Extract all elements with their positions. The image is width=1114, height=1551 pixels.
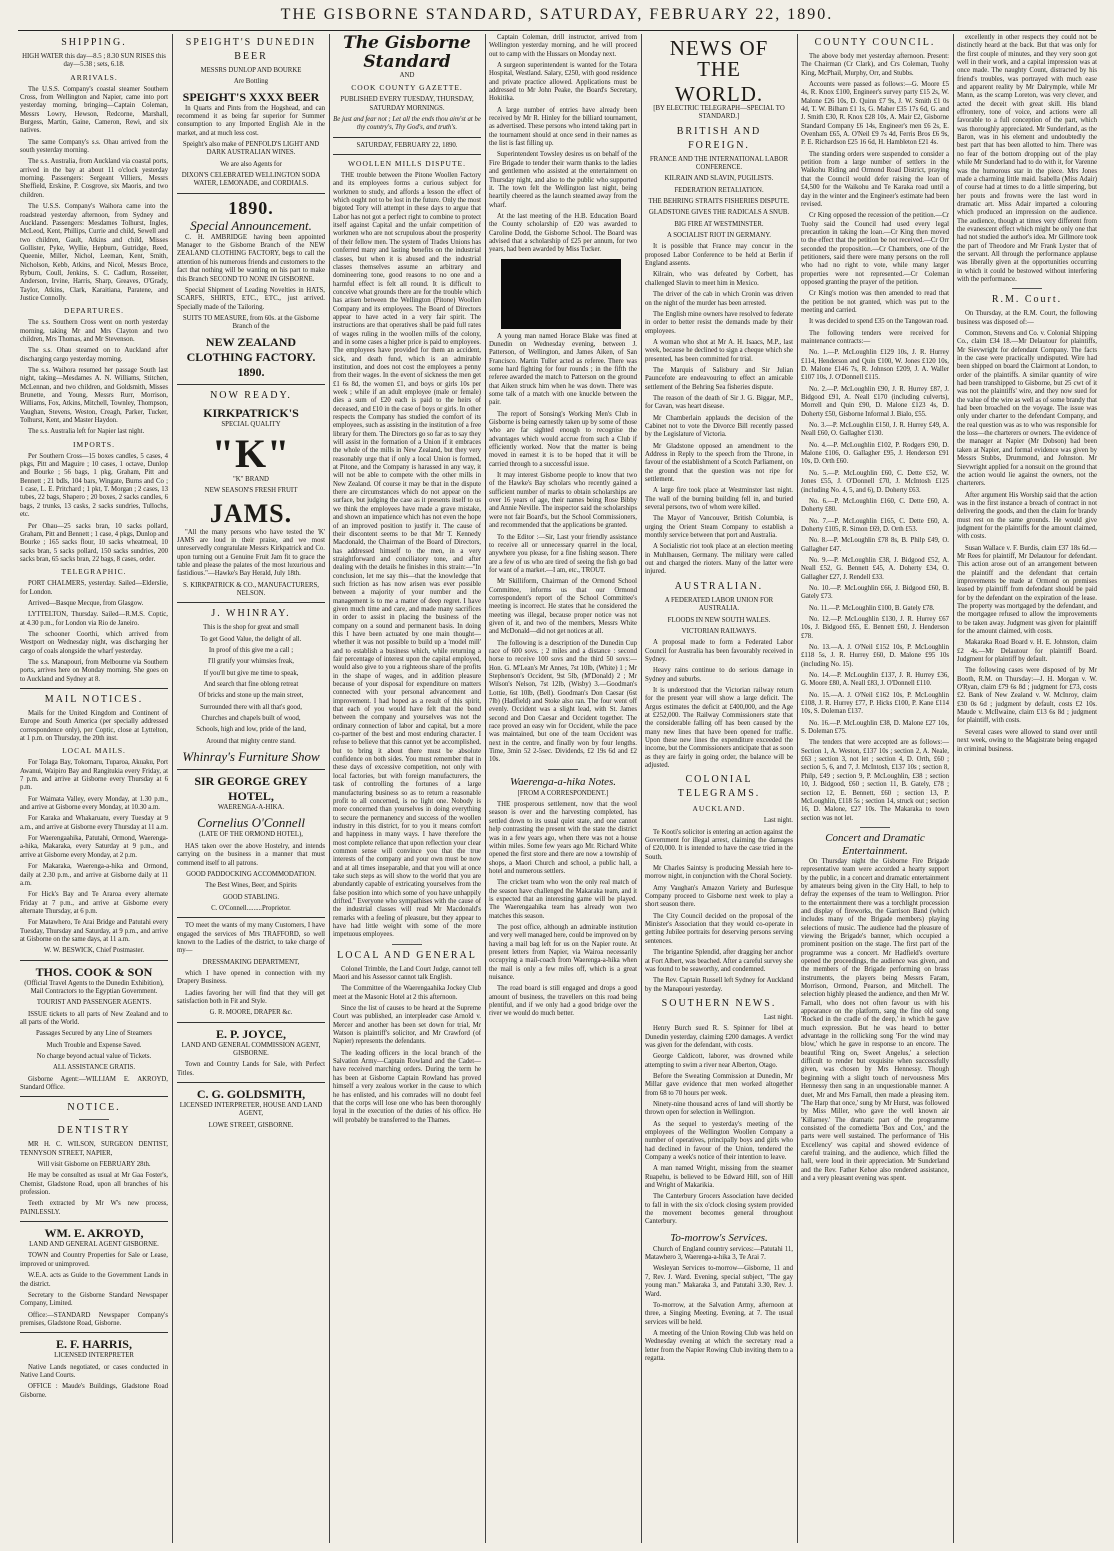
paragraph: George Caldicott, laborer, was drowned while attempting to swim a river near Alberton, Otago.	[645, 1053, 793, 1069]
paragraph: The post office, although an admirable institution and very well managed here, could be improved on by having a mail bag left for us on the Napier route. At present letters from Napier, via Wairoa necessarily occupying a mail-coach from Waerenga-a-hika when the mail is only a few miles off, which is a great nuisance.	[489, 923, 637, 981]
paragraph: Mails for the United Kingdom and Continent of Europe and South America (per specially addressed correspondence only), per Coptic, close at Lyttelton, at 1 p.m. on Thursday, the 20th inst.	[20, 710, 168, 743]
paragraph: Since the list of causes to be heard at the Supreme Court was published, an interpleader case Arnold v. Mercer and another has been set down for trial, Mr Watson is plaintiff's solicitor, and Mr Crawford (of Napier) represents the defendants.	[333, 1005, 481, 1046]
section-heading: AUSTRALIAN.	[674, 580, 764, 592]
paragraph: No. 11.—P. McLoughlin £100, B. Gately £78.	[809, 604, 935, 612]
paragraph: Mr Gladstone opposed an amendment to the Address in Reply to the speech from the Throne, in favour of the establishment of a Scotch Parliament, on the ground that the question was not ripe for settlement.	[645, 442, 793, 484]
subheading: TELEGRAPHIC.	[61, 567, 127, 577]
paragraph: For Hick's Bay and Te Araroa every alternate Friday at 7 p.m., and arrive at Gisborne every alternate Thursday, at 6 p.m.	[20, 891, 168, 915]
advert-heading: WM. E. AKROYD,	[44, 1226, 144, 1241]
article-body: THE trouble between the Pitone Woollen Factory and its employees forms a curious subject for workmen to study, and affords a lesson the effect of which ought not to be lost in the future. Only the most bigoted Tory will attempt in these days to argue that Labor has not got a perfect right to combine to protect itself against Capital and the unfair competition of workmen who are not scrupulous about the prosperity of their fellow men. The system of Trades Unions has conferred many and lasting benefits on the industrial classes, but when it is abused and the industrial classes themselves assume an arbitrary and domineering tone, good reasons to no one and a harmful effect is felt all round. It is difficult to conceive what grounds there are for the trouble which has arisen between the Wellington (Pitone) Woollen Company and its employees. The Board of Directors appear to have acted in a very fair spirit. The instructions are that operatives shall be paid full rates of wages ruling in the woollen mills of the colony, and in some cases a higher price is paid to employees. The employees have provided for them an accident, sick, and death fund, which is an admirable institution, and does not cost the employees a penny from their wages. In the event of sickness the men get £1 6s 8d, the women £1, and boys or girls 10s per week ; while if an adult employee (male or female) dies a sum of £20 each is paid to the heirs of deceased, and £10 in the case of boys or girls. In other respects the Company has studied the comfort of its employees, such as assisting in the institution of a free library for them. The Directors go so far as to say they will assist in the formation of a Union if it embraces the whole of the mills in New Zealand, but they very reasonably urge that if only a local Union is formed, at Pitone, and the Company is harassed in any way, it will not be able to compete with the other mills in New Zealand. Of course it may be that in the dispute there are circumstances which do not appear on the surface, but judging the case as it presents itself to us we think the employees have made a grave mistake, and shown an impatience which has not even the hope of an improved position to justify it. The cause of their discontent seems to be that Mr T. Kennedy Macdonald, the Chairman of the Board of Directors, has addressed himself to the men, in a very straightforward and conciliatory tone, and after dealing with the details he finishes in this strain:—"In conclusion, let me say this—that the knowledge that such friction as has now arisen was ever possible between a majority of your number and the management is to me a matter of deep regret. I have given much time and care, and made many sacrifices in order to assist in placing the business of the company on a sound and permanent basis. In doing this I have been actuated by one main thought—whether it was not possible to build up a 'model mill' and to establish a business which, while returning a fair percentage of interest upon the capital employed, would also give to you a righteous share of the profits in the shape of wages, and in addition pleasure because of your disposal for expenditure on matters connected with your personal advancement and improvement. I had hoped as a result of this spirit, that each of you would have felt that the bond between the company and yourselves was not the ordinary connection of labor and capital, but a more co-partner of the best and most enduring character. I refuse to believe that this cannot yet be accomplished, but to bring it about there must be absolute confidence on both sides. You must remember that in these days of excessive competition, not only with local factories, but with foreign manufacturers, the task of controlling the fortunes of a large manufacturing business so as to return a reasonable profit to all concerned, is no light one. Nobody is more concerned than yourselves in doing everything to secure the permanency and success of the woollen industry in this district, for to you it means comfort and happiness in many ways. I have therefore the most complete reliance that upon reflection your clear common sense will convince you that the true interests of the company and your own must be now and at all times inseparable, and that you will at once take such steps as will show to the world that you are abundantly capable of extricating yourselves from the false position into which some of you have unhappily drifted." Everyone who sympathises with the cause of the industrial classes will read Mr Macdonald's remarks with a feeling of pleasure, but they appear to have had little weight with some of the more impetuous employees.	[333, 172, 481, 939]
column-rule	[641, 34, 642, 1543]
advert-heading: SPEIGHT'S DUNEDIN BEER	[185, 37, 317, 62]
paragraph: The Best Wines, Beer, and Spirits	[205, 882, 297, 890]
paragraph: The Committee of the Waerengaahika Jockey Club meet at the Masonic Hotel at 2 this afternoon.	[333, 985, 481, 1001]
paragraph: The brigantine Splendid, after dragging her anchor at Fort Albert, was beached. After a careful survey she was found to be seaworthy, and condemned.	[645, 949, 793, 973]
section-heading: COUNTY COUNCIL.	[814, 37, 936, 48]
paragraph: Speight's also make of PENFOLD'S LIGHT AND DARK AUSTRALIAN WINES.	[182, 141, 320, 157]
paragraph: A man named Wright, missing from the steamer Ruapehu, is believed to be Edward Hill, son of Hill and Wright of Makarikia.	[645, 1165, 793, 1190]
paragraph: To-morrow, at the Salvation Army, afternoon at three, a Singing Meeting. Evening, at 7. The usual services will be held.	[645, 1301, 793, 1326]
divider	[177, 193, 325, 194]
section-heading: MAIL NOTICES.	[44, 694, 144, 705]
paragraph: TOURIST AND PASSENGER AGENTS.	[36, 999, 152, 1007]
column-editorial	[333, 34, 481, 1543]
paragraph: The leading officers in the local branch of the Salvation Army—Captain Rowland and the Cadet—have received marching orders. During the term he has been at Gisborne Captain Rowland has proved himself a very zealous worker in the cause to which he has enlisted, and his comrades will no doubt feel that the corps will lose one who has been thoroughly loyal in the execution of the duties of his office. He will probably be transferred to the Thames.	[333, 1049, 481, 1124]
paragraph: Ladies favoring her will find that they will get satisfaction both in Fit and Style.	[177, 989, 325, 1005]
paragraph: The U.S.S. Company's Waihora came into the roadstead yesterday afternoon, from Sydney and Auckland. Passengers: Mesdames Tolhurst, Ingles, McLeod, Kent, Phillips, Currie and child, Sewell and two children, Gault, Atkins and child, Misses Gollister, Pyke, Wyllie, Hepburn, Gutridge, Reed, Queenie, Miller, Nichol, Leeman, Kent, Smith, Nicholson, Kebb, Atkins, and Nicol, Messrs Broce, Ryburn, Coull, Jenkins, S. C. Cadlum, Rosseiter, Anderson, Irvine, Harris, Sharp, Greaves, O'Grady, Taylor, Atkins, Clark, Karaitiana, Paratene, and Justice Connolly.	[20, 203, 168, 302]
verse-line: Churches and chapels built of wood,	[201, 715, 301, 723]
redaction-block	[501, 259, 621, 329]
paragraph: For Tolaga Bay, Tokomaru, Tuparoa, Akuaku, Port Awanui, Waipiro Bay and Rangitukia every Friday, at 7 p.m. and arrive at Gisborne every Thursday at 6 p.m.	[20, 759, 168, 792]
paragraph: Te Kooti's solicitor is entering an action against the Government for illegal arrest, claiming the damages of £20,000. It is intended to have the case tried in the South.	[645, 828, 793, 861]
paragraph: The s.s. Waihora resumed her passage South last night, taking—Mesdames A. N. Williams, Stitchen, McLennan, and two children, and Goldsmith, Misses Brunette, and Young, Messrs Rurr, Morrison, Williams, Fox, Atkins, Mitchell, Townley, Thompson, Vaughan, Stevens, Weston, Creagh, Parker, Tucker, Tolhurst, Kent, and Master Haydon.	[20, 367, 168, 425]
paragraph: ISSUE tickets to all parts of New Zealand and to all parts of the World.	[20, 1010, 168, 1026]
dateline: Last night.	[763, 1013, 793, 1021]
paragraph: A proposal made to form a Federated Labor Council for Australia has been favourably received in Sydney.	[645, 639, 793, 663]
divider	[1012, 288, 1042, 289]
paragraph: The same Company's s.s. Ohau arrived from the south yesterday morning.	[20, 138, 168, 155]
advert-heading: "K"	[211, 430, 291, 476]
paragraph: No. 2.—P. McLoughlin £90, J. R. Hurrey £87, J. Bidgood £91, A. Neall £170 (including culverts), Morrell and Quin £90, D. Malone £123 4s, D. Doherty £50, Gisborne Informal J. Bialo, £55.	[801, 385, 949, 418]
paragraph: The s.s. Southern Cross went on north yesterday morning, taking Mr and Mrs Clayton and two children, Mrs Thomas, and Mr Stevenson.	[20, 319, 168, 343]
paragraph: Heavy rains continue to do serious damage in Sydney and suburbs.	[645, 667, 793, 683]
divider	[20, 960, 168, 961]
paragraph: A large fire took place at Westminster last night. The wall of the burning building fell in, and buried several persons, two of whom were killed.	[645, 487, 793, 512]
section-heading: SOUTHERN NEWS.	[661, 997, 777, 1009]
verse-line: Surrounded there with all that's good,	[199, 703, 303, 711]
paragraph: Town and Country Lands for Sale, with Perfect Titles.	[177, 1061, 325, 1077]
paragraph: NEW SEASON'S FRESH FRUIT	[204, 487, 298, 495]
paragraph: MESSRS DUNLOP AND BOURKE	[200, 67, 302, 74]
section-heading: COLONIAL TELEGRAMS.	[677, 774, 761, 800]
paragraph: "K" BRAND	[233, 475, 269, 483]
paragraph: W.E.A. acts as Guide to the Government Lands in the district.	[20, 1272, 168, 1288]
paragraph: PORT CHALMERS, yesterday. Sailed—Elderslie, for London.	[20, 580, 168, 596]
paragraph: No. 16.—P. McLoughlin £38, D. Malone £27 10s, S. Doleman £75.	[801, 719, 949, 736]
newspaper-title: The Gisborne Standard	[343, 34, 471, 72]
paragraph: In Quarts and Pints from the Hogshead, and can recommend it as being far superior for Summer consumption to any Imported English Ale in the market, and at much less cost.	[177, 104, 325, 137]
paragraph: No. 12.—P. McLoughlin £130, J. R. Hurrey £67 10s, J. Bidgood £65, E. Bennett £60, J. Henderson £78.	[801, 615, 949, 640]
column-local-news	[489, 34, 637, 1543]
masthead: THE GISBORNE STANDARD, SATURDAY, FEBRUARY 22, 1890.	[280, 6, 834, 23]
paragraph: Secretary to the Gisborne Standard Newspaper Company, Limited.	[20, 1291, 168, 1308]
paragraph: Colonel Trimble, the Land Court Judge, cannot tell Maori and his Assessor cannot talk English.	[333, 965, 481, 982]
section-heading: LOCAL AND GENERAL	[337, 949, 477, 961]
advert-heading: J. WHINRAY.	[211, 608, 291, 620]
subheading: ARRIVALS.	[70, 72, 118, 82]
signature: W. W. BESWICK, Chief Postmaster.	[43, 947, 145, 955]
paragraph: The s.s. Ohau steamed on to Auckland after discharging cargo yesterday morning.	[20, 347, 168, 363]
paragraph: To the Editor :—Sir, Last your friendly assistance to receive all or unnecessary quarrel in the local, anywhere you please, for a fine fishing season. There are a few of us who are tired of seeing the fish go bad for want of a market.—I am, etc., TROUT.	[489, 533, 637, 574]
paragraph: The s.s. Manapouri, from Melbourne via Southern ports, arrives here on Monday morning. She goes on to Auckland and Sydney at 8.	[20, 658, 168, 683]
paragraph: Kilrain, who was defeated by Corbett, has challenged Slavin to meet him in Mexico.	[645, 271, 793, 287]
divider	[79, 1119, 109, 1120]
paragraph: The tenders that were accepted are as follows:—Section 1, A. Weston, £137 10s ; section 2, A. Neale, £63 ; section 3, not let ; section 4, D. Orth, £60 ; section 5, 6, and 7, J. McIntosh, £137 10s ; section 8, Philp, £49 ; section 9, P. McLoughlin, £38 ; section 10, J. Bidgood, £60 ; section 11, B. Gately, £78 ; section 12, E. Bennett, £60 ; section 13, P. McLoughlin, £118 5s ; section 14, struck out ; section 16, D. Malone, £27 10s. The Makaraka to town section was not let.	[801, 739, 949, 822]
verse-line: And search that fine oblong retreat	[203, 681, 299, 689]
paragraph: Native Lands negotiated, or cases conducted in Native Land Courts.	[20, 1363, 168, 1379]
subheading: IMPORTS.	[73, 439, 115, 449]
advert-heading: NOTICE.	[67, 1102, 121, 1114]
column-world-news	[645, 34, 793, 1543]
headline: GLADSTONE GIVES THE RADICALS A SNUB.	[648, 209, 790, 217]
paragraph: LAND AND GENERAL AGENT GISBORNE.	[29, 1241, 159, 1249]
paragraph: The Canterbury Grocers Association have decided to fall in with the six o'clock closing system provided the movement becomes general throughout Canterbury.	[645, 1193, 793, 1226]
verse-line: Schools, high and low, pride of the land,	[196, 726, 306, 734]
paragraph: Common, Stevens and Co. v. Colonial Shipping Co., claim £34 18.—Mr Delautour for plaintiffs, Mr Sievwright for defendant Company. The facts in the case were practically undisputed. Wire had been shipped on board the Clairmont at London, to order of the plaintiffs. A similar quantity of wire had been transhipped to Gisborne, but 25 cwt of it was not the plaintiffs' wire, and they now sued for the value of the wire as well as of some brandy that had been broached on the voyage. The issue was only under charter to the defendant Company, and the real question was as to who was responsible for the loss—the charterers or owners. The evidence of the manager at Napier (Mr Dobson) had been taken at Napier, and formal evidence was given by Messrs Stubbs, Drummond, and Johnston. Mr Sievwright applied for a nonsuit on the ground that the action would lie against the owners, not the charterers.	[957, 330, 1097, 488]
paragraph: The standing orders were suspended to consider a petition from a large number of settlers in the Waikohu Riding and Ormond Road District, praying that the Council would defer raising the loan of £4,500 for the Waikohu and Te Karaka road until a day in the winter and the Engineer's estimate had been revised.	[801, 150, 949, 208]
column-shipping	[20, 34, 168, 1543]
paragraph: For Matawhero, Te Arai Bridge and Patutahi every Tuesday, Thursday and Saturday, at 9 p.m., and arrive at Gisborne on the same days, at 11 a.m.	[20, 919, 168, 943]
advert-heading: 1890.	[228, 197, 274, 218]
paragraph: No. 5.—P. McLoughlin £60, C. Dette £52, W. Jones £55, J. O'Donnell £70, J. McIntosh £125 (including No. 4, 5, and 6), D. Doherty £63.	[801, 469, 949, 494]
divider	[20, 1096, 168, 1097]
paragraph: No charge beyond actual value of Tickets.	[36, 1053, 152, 1060]
verse-line: Around that mighty centre stand.	[206, 737, 296, 745]
headline: A FEDERATED LABOR UNION FOR AUSTRALIA.	[664, 596, 774, 613]
divider	[333, 137, 481, 138]
paragraph: [BY ELECTRIC TELEGRAPH—SPECIAL TO STANDARD.]	[653, 105, 785, 121]
paragraph: A young man named Horace Blake was fined at Dunedin on Wednesday evening, between J. Patterson, of Wellington, and James Aiken, of San Francisco. Martin Tuller acted as referee. There was some hard fighting for four rounds ; in the fifth the referee awarded the match to Patterson on the ground that Aiken struck him when he was down. There was some talk of a match with one knuckle between the pair.	[489, 332, 637, 407]
headline: THE BEHRING STRAITS FISHERIES DISPUTE.	[648, 198, 790, 206]
headline: FLOODS IN NEW SOUTH WALES.	[667, 616, 771, 624]
divider	[20, 1221, 168, 1222]
divider	[860, 827, 890, 828]
paragraph: No. 8.—P. McLoughlin £78 8s, B. Philp £49, O. Gallagher £47.	[801, 537, 949, 553]
paragraph: The above body met yesterday afternoon. Present: The Chairman (Cr Clark), and Crs Coleman, Tuohy King, McPhail, Murphy, Orr, and Stubbs.	[801, 53, 949, 77]
paragraph: The driver of the cab in which Cronin was driven on the night of the murder has been arrested.	[645, 291, 793, 307]
paragraph: No. 14.—P. McLoughlin £137, J. R. Hurrey £36, G. Moore £80, A. Neall £83, J. O'Donnell £110.	[801, 672, 949, 688]
divider	[333, 154, 481, 155]
column-advertisements	[177, 34, 325, 1543]
headline: FEDERATION RETALIATION.	[674, 186, 764, 194]
paragraph: TO meet the wants of my many Customers, I have engaged the services of Mrs TRAFFORD, so well known to the Ladies of the district, to take charge of my—	[177, 922, 325, 955]
paragraph: HIGH WATER this day—8.5 ; 8.30 SUN RISES this day—5.38 ; sets, 6.18.	[22, 53, 166, 69]
paragraph: LICENSED INTERPRETER	[54, 1352, 134, 1360]
article-heading: WOOLLEN MILLS DISPUTE.	[347, 159, 467, 169]
paragraph: ALL ASSISTANCE GRATIS.	[52, 1064, 136, 1072]
advert-heading: SPEIGHT'S XXXX BEER	[182, 89, 320, 104]
section-heading: Concert and Dramatic Entertainment.	[825, 831, 925, 857]
headline: VICTORIAN RAILWAYS.	[681, 627, 757, 635]
paragraph: No. 6.—P. McLoughlin £160, C. Dette £60, A. Doherty £80.	[801, 497, 949, 514]
paragraph: MR H. C. WILSON, SURGEON DENTIST, TENNYSON STREET, NAPIER,	[20, 1141, 168, 1157]
paragraph: Mr Chamberlain applauds the decision of the Cabinet not to vote the Divorce Bill recently passed by the Legislature of Victoria.	[645, 414, 793, 439]
paragraph: The reason of the death of Sir J. G. Biggar, M.P., for Cavan, was heart disease.	[645, 394, 793, 411]
paragraph: No. 1.—P. McLoughlin £129 10s, J. R. Hurrey £114, Henderson and Quin £100, W. Jones £120 10s, D. Malone £146 7s, R. Johnson £209, J. A. Waller £107 10s, J. O'Donnell £115.	[801, 349, 949, 382]
paragraph: (LATE OF THE ORMOND HOTEL),	[199, 831, 303, 839]
paragraph: Mr Charles Saintsy is producing Messiah here to-morrow night, in conjunction with the Choral Society.	[645, 865, 793, 881]
masthead-rule	[18, 30, 1096, 31]
divider	[177, 769, 325, 770]
dateline: Last night.	[763, 817, 793, 825]
paragraph: LOWE STREET, GISBORNE.	[208, 1121, 294, 1129]
paragraph: Cr King's motion was then amended to read that the petition be not granted, which was put to the meeting and carried.	[801, 290, 949, 314]
paragraph: "All the many persons who have tested the 'K' JAMS are loud in their praise, and we most unreservedly congratulate Messrs Kirkpatrick and Co. upon turning out a Genuine Fruit Jam fit to grace the table and please the palates of the most luxurious and fastidious."—Hawke's Bay Herald, July 18th.	[177, 528, 325, 578]
paragraph: Church of England country services:—Patutahi 11, Matawhero 3, Waerenga-a-hika 3, Te Arai 7.	[645, 1245, 793, 1262]
paragraph: Several cases were allowed to stand over until next week, owing to the Magistrate being engaged in criminal business.	[957, 728, 1097, 753]
column-rule	[485, 34, 486, 1543]
paragraph: It is understood that the Victorian railway return for the present year will show a large deficit. The Argus estimates the deficit at £400,000, and the Age at £252,000. The Railway Commissioners state that the considerable falling off has been caused by the many new lines that have been opened for traffic. Upon these new lines the expenditure exceeded the income, but the Commissioners anticipate that as soon as they are fairly in going order, the balance will be adjusted.	[645, 686, 793, 769]
paragraph: After argument His Worship said that the action was in the first instance a breach of contract in not delivering the goods, and then the claim for brandy must rest on the same grounds. He would give judgment for the plaintiffs for the amount claimed, with costs.	[957, 491, 1097, 541]
paragraph: HAS taken over the above Hostelry, and intends carrying on the business in a manner that must commend itself to all patrons.	[177, 842, 325, 867]
paragraph: DRESSMAKING DEPARTMENT,	[202, 958, 300, 966]
paragraph: No. 10.—P. McLoughlin £66, J. Bidgood £60, B. Gately £73.	[801, 584, 949, 601]
paragraph: Superintendent Towsley desires us on behalf of the Fire Brigade to tender their warm thanks to the ladies and gentlemen who assisted at the entertainment on Thursday night, and also to the public who supported it. The town felt the Wellington last night, being heartily cheered as the launch steamed away from the wharf.	[489, 151, 637, 209]
paragraph: A meeting of the Union Rowing Club was held on Wednesday evening at which the secretary read a letter from the Napier Rowing Club inviting them to a regatta.	[645, 1329, 793, 1362]
section-heading: BRITISH AND FOREIGN.	[676, 125, 762, 151]
paragraph: The cricket team who won the only real match of the season have challenged the Makaraka team, and it is expected that an interesting game will be played. The Waerengaahika team has already won two matches this season.	[489, 879, 637, 920]
subheading: COOK COUNTY GAZETTE.	[351, 83, 463, 93]
advert-heading: SIR GEORGE GREY HOTEL,	[194, 774, 308, 804]
paragraph: Mr Skilliform, Chairman of the Ormond School Committee, informs us that our Ormond correspondent's report of the School Committee's meeting is incorrect. He states that he considered the meeting was illegal, because proper notice was not given of it, and two of the members, Messrs White and McDonald—did not get notices at all.	[489, 578, 637, 636]
paragraph: Ninety-nine thousand acres of land will shortly be thrown open for selection in Wellington.	[645, 1100, 793, 1117]
headline: FRANCE AND THE INTERNATIONAL LABOR CONFERENCE.	[649, 155, 789, 172]
headline: A SOCIALIST RIOT IN GERMANY.	[666, 232, 772, 240]
advert-heading: JAMS.	[209, 498, 293, 528]
paragraph: AND	[399, 72, 415, 79]
paragraph: No. 3.—P. McLoughlin £150, J. R. Hurrey £49, A. Neall £60, O. Gallagher £130.	[801, 422, 949, 438]
motto: Be just and fear not ; Let all the ends thou aim'st at be thy country's, Thy God's, and truth's.	[333, 116, 481, 132]
paragraph: GOOD STABLING.	[222, 893, 280, 901]
paragraph: Cr King opposed the recession of the petition.—Cr Tuohy said the Council had used every legal precaution in taking the loan.—Cr King then moved to the effect that the petition be not received.—Cr Orr seconded the proposition.—Cr Chambers, one of the petitioners, said there were many persons on the roll who had no right to vote, while many larger properties were not represented.—Cr Coleman opposed granting the prayer of the petition.	[801, 212, 949, 286]
paragraph: As the sequel to yesterday's meeting of the employees of the Wellington Woollen Company a number of operatives, principally boys and girls who had declined in favour of the Union, tendered the Company a week's notice of their intention to leave.	[645, 1120, 793, 1162]
divider	[177, 1022, 325, 1023]
paragraph: Office:—STANDARD Newspaper Company's premises, Gladstone Road, Gisborne.	[20, 1311, 168, 1327]
paragraph: No. 13.—A. J. O'Neil £152 10s, P. McLoughlin £118 5s, J. R. Hurrey £60, D. Malone £95 10s (including No. 15).	[801, 644, 949, 668]
divider	[20, 688, 168, 689]
advert-heading: C. G. GOLDSMITH,	[196, 1087, 306, 1102]
paragraph: LAND AND GENERAL COMMISSION AGENT, GISBORNE.	[181, 1041, 321, 1057]
paragraph: DIXON'S CELEBRATED WELLINGTON SODA WATER, LEMONADE, and CORDIALS.	[181, 172, 321, 188]
paragraph: On Thursday, at the R.M. Court, the following business was disposed of:—	[957, 310, 1097, 326]
verse-line: I'll gratify your whimsies freak,	[208, 658, 294, 666]
verse-line: To get Good Value, the delight of all.	[200, 635, 302, 643]
paragraph: PUBLISHED EVERY TUESDAY, THURSDAY, SATURDAY MORNINGS.	[340, 96, 474, 112]
advert-heading: E. P. JOYCE,	[216, 1026, 286, 1041]
verse-line: In proof of this give me a call ;	[208, 647, 294, 655]
paragraph: The Marquis of Salisbury and Sir Julian Pauncefote are endeavouring to effect an amicable settlement of the Behring Sea fisheries dispute.	[645, 366, 793, 391]
paragraph: Amy Vaughan's Amazon Variety and Burlesque Company proceed to Gisborne next week to play a short season there.	[645, 884, 793, 909]
paragraph: For Waimata Valley, every Monday, at 1.30 p.m., and arrive at Gisborne every Monday, at 10.30 a.m.	[20, 795, 168, 812]
paragraph: Accounts were passed as follows:—G. Moore £5 4s, R. Knox £100, Engineer's survey party £15 2s, W. Malone £26 10s, D. Quinn £7 9s, J. W. Smith £1 0s 4d, T. W. Bilham £1 1s, G. Maher £35 17s 6d, G. and J. Smith £30, R. Knox £28 10s, A. Mair £2, Gisborne Standard Company £6 14s, Engineer's men £6 2s, E. Ovenham £65, A. O'Neil £9 7s 4d, Ferris Bros £6 9s, P. E. Richardson £25 16 6d, H. Hambleton £21 4s.	[801, 81, 949, 147]
paragraph: Are Bottling	[233, 78, 269, 86]
advert-heading: Special Announcement.	[190, 217, 312, 233]
advert-heading: E. F. HARRIS,	[56, 1337, 132, 1352]
paragraph: For Makaraka, Waerenga-a-hika and Ormond, daily at 2.30 p.m., and arrive at Gisborne daily at 11 a.m.	[20, 863, 168, 887]
paragraph: The U.S.S. Company's coastal steamer Southern Cross, from Wellington and Napier, came into port yesterday morning, bringing—Captain Coleman, Messrs Lowry, Hewson, Redcorne, Marshall, Burgess, Martin, Gaine, Cameron, Rewi, and six natives.	[20, 85, 168, 135]
paragraph: Per Ohau—25 sacks bran, 10 sacks pollard, Graham, Pitt and Bennett ; 1 case, 4 pkgs, Dunlop and Bourke ; 165 sacks flour, 10 sacks wheatmeal, 10 sacks bran, 5 sacks pollard, 150 sacks sundries, 200 sacks bran, 65 sacks bran, 22 bags, 8 cases, order.	[20, 522, 168, 563]
section-heading: SHIPPING.	[61, 37, 127, 48]
paragraph: The s.s. Australia, from Auckland via coastal ports, arrived in the bay at about 11 o'clock yesterday morning. Passengers: Sergeant Villiers, Messrs Sheffield, Erskine, P. Cosgrove, six Maoris, and two children.	[20, 158, 168, 199]
paragraph: Per Southern Cross—15 boxes candles, 5 cases, 4 pkgs, Pitt and Maguire ; 10 cases, 1 octave, Dunlop and Bourke ; 56 bags, 1 pkg, Graham, Pitt and Bennett ; 21 bdls, 104 bars, Wingate, Burns and Co ; 1 case, L. E. Pritchard ; 1 pkt, T. Morgan ; 2 cases, 13 tubes, 22 bags, Shapero ; 20 boxes, 2 sacks candles, 6 bags, 2 trunks, 13 casks, 2 sacks sundries, Tullochs, etc.	[20, 452, 168, 519]
paragraph: C. O'Connell.........Proprietor.	[211, 904, 291, 912]
paragraph: We are also Agents for	[220, 160, 282, 168]
paragraph: LYTTELTON, Thursday. Sailed—R.M.S. Coptic, at 4.30 p.m., for London via Rio de Janeiro.	[20, 611, 168, 627]
paragraph: It may interest Gisborne people to know that two of the Hawke's Bay scholars who recently gained a sufficient number of marks to obtain scholarships are over 16 years of age, their names being Rose Bibby and Annie Neville. The inspector said the scholarships were not fair Board's, but the School Commissioners, and recommended that the applications be granted.	[489, 472, 637, 530]
subheading: DEPARTURES.	[63, 306, 125, 316]
paragraph: The Mayor of Vancouver, British Columbia, is urging the Orient Steam Company to establish a monthly service between that port and Australia.	[645, 515, 793, 540]
paragraph: SPECIAL QUALITY	[221, 420, 281, 428]
advert-heading: THOS. COOK & SON	[35, 964, 153, 979]
paragraph: A surgeon superintendent is wanted for the Totara Hospital, Westland. Salary, £250, with good residence and private practice allowed. Applications must be addressed to Mr John Peake, the Board's Secretary, Hokitika.	[489, 62, 637, 103]
subheading: AUCKLAND.	[692, 804, 746, 814]
divider	[392, 944, 422, 945]
paragraph: The following tenders were received for maintenance contracts:—	[801, 329, 949, 345]
paragraph: A woman who shot at Mr A. H. Isaacs, M.P., last week, because he declined to sign a cheque which she presented, has been committed for trial.	[645, 338, 793, 363]
paragraph: Much Trouble and Expense Saved.	[46, 1041, 142, 1049]
issue-date: SATURDAY, FEBRUARY 22, 1890.	[356, 141, 458, 149]
divider	[177, 917, 325, 918]
paragraph: No. 9.—P. McLoughlin £38, J. Bidgood £52, A. Neall £52, G. Bennett £45, A. Doherty £34, O. Gallagher £27, J. Rendell £33.	[801, 556, 949, 581]
advert-heading: DENTISTRY	[57, 1125, 131, 1137]
paragraph: Captain Coleman, drill instructor, arrived from Wellington yesterday morning, and he will proceed out to camp with the Hussars on Monday next.	[489, 34, 637, 58]
paragraph: S. KIRKPATRICK & CO., MANUFACTURERS, NELSON.	[183, 581, 319, 597]
paragraph: SUITS TO MEASURE, from 60s. at the Gisborne Branch of the	[182, 314, 320, 331]
column-county-council	[801, 34, 949, 1543]
divider	[177, 602, 325, 603]
paragraph: OFFICE : Maude's Buildings, Gladstone Road Gisborne.	[20, 1383, 168, 1399]
paragraph: Special Shipment of Leading Novelties in HATS, SCARFS, SHIRTS, ETC., ETC., just arrived. Specially made of the Tailoring.	[177, 286, 325, 311]
paragraph: Teeth extracted by Mr W's new process, PAINLESSLY.	[20, 1200, 168, 1216]
paragraph: For Karaka and Whakaruatu, every Tuesday at 9 a.m., and arrive at Gisborne every Thursday at 11 a.m.	[20, 815, 168, 831]
headline: BIG FIRE AT WESTMINSTER.	[674, 220, 764, 228]
paragraph: The road board is still engaged and drops a good amount of business, the travellers on this road being plentiful, and if we only had a good bridge over the river we would do much better.	[489, 985, 637, 1018]
paragraph: Gisborne Agent:—WILLIAM E. AKROYD, Standard Office.	[20, 1075, 168, 1092]
paragraph: which I have opened in connection with my Drapery Business.	[177, 969, 325, 986]
paragraph: The report of Sonsing's Working Men's Club in Gisborne is being earnestly taken up by some of those who are far sighted enough to recognise the advantages which would accrue from such a Club if efficiently worked. Now that the matter is being moved in earnest it is to be hoped that it will be carried through to a successful issue.	[489, 410, 637, 468]
paragraph: TOWN and Country Properties for Sale or Lease, improved or unimproved.	[20, 1252, 168, 1268]
advert-heading: Cornelius O'Connell	[197, 815, 305, 831]
advert-heading: NOW READY.	[210, 389, 292, 401]
paragraph: A large number of entries have already been received by Mr R. Hinley for the billiard tournament, as advertised. These persons who intend taking part in the tournament should at once send in their names as the list is fast filling up.	[489, 106, 637, 148]
section-title: WORLD.	[674, 82, 764, 106]
paragraph: It was decided to spend £35 on the Tangowan road.	[809, 318, 949, 326]
paragraph: Will visit Gisborne on FEBRUARY 28th.	[37, 1161, 151, 1169]
divider	[20, 1332, 168, 1333]
advert-heading: Whinray's Furniture Show	[182, 749, 320, 765]
column-rule	[797, 34, 798, 1543]
paragraph: The s.s. Australia left for Napier last night.	[28, 428, 145, 436]
paragraph: For Waerengaahika, Patutahi, Ormond, Waerenga-a-hika, Makaraka, every Saturday at 9 p.m., and arrive at Gisborne every Monday, at 2 p.m.	[20, 835, 168, 859]
paragraph: The schooner Coorthi, which arrived from Westport on Wednesday night, was discharging her cargo of coals alongside the wharf yesterday.	[20, 630, 168, 655]
paragraph: The following cases were disposed of by Mr Booth, R.M. on Thursday:—J. H. Morgan v. W. O'Ryan, claim £79 6s 8d ; judgment for £73, costs £2. Bank of New Zealand v. W. McInroy, claim £30 0s 6d ; judgment by default, costs £2 10s. Maude v. McIlwaine, claim £13 6s 8d ; judgment for plaintiff, with costs.	[957, 667, 1097, 725]
divider	[177, 1082, 325, 1083]
verse-line: Of bricks and stone up the main street,	[198, 692, 304, 700]
paragraph: Susan Wallace v. F. Burdis, claim £37 18s 6d.—Mr Rees for plaintiff, Mr Delautour for defendant. This action arose out of an arrangement between the plaintiff and the defendant that certain improvements be made at Ormond on premises leased by plaintiff from defendant should be paid for by the defendant on the expiration of the lease. The property was mortgaged by the defendant, and the mortgagee refused to allow the improvements to be taken away. Judgment was given for plaintiff for the amount claimed, with costs.	[957, 544, 1097, 636]
column-rule	[953, 34, 954, 1543]
paragraph: (Official Travel Agents to the Dunedin Exhibition), Mail Contractors to the Egyptian Government.	[24, 979, 164, 995]
article-heading: Waerenga-a-hika Notes.	[509, 775, 617, 788]
advert-heading: NEW ZEALAND CLOTHING FACTORY.	[186, 334, 316, 364]
paragraph: THE prosperous settlement, now that the wool season is over and the harvesting completed, has settled down to its usual quiet state, and one cannot help contrasting the present with the state the district was in a few years ago, when there was not a house within miles. Some few years ago Mr. Richard White opened the first store and there are now a township of shops, a Maori Church and school, a public hall, a hotel and numerous settlers.	[489, 801, 637, 875]
paragraph: C. H. AMBRIDGE having been appointed Manager to the Gisborne Branch of the NEW ZEALAND CLOTHING FACTORY, begs to call the attention of his numerous friends and customers to the fact that nothing will be wanting on his part to make this Branch SECOND TO NONE IN GISBORNE.	[177, 233, 325, 283]
paragraph: At the last meeting of the H.B. Education Board the County scholarship of £20 was awarded to Caroline Dodd, the Gisborne School. The Board was advised that a scholarship of £25 per annum, for two years, had been awarded by Miss Tucker.	[489, 212, 637, 254]
headline: KILRAIN AND SLAVIN, PUGILISTS.	[664, 175, 774, 183]
paragraph: The City Council decided on the proposal of the Minister's Association that they would co-operate in getting Jubilee portraits for deserving persons serving sentences.	[645, 912, 793, 945]
paragraph: He may be consulted as usual at Mr Gaa Foster's, Chemist, Gladstone Road, upon all branches of his profession.	[20, 1172, 168, 1197]
verse-line: This is the shop for great and small	[203, 624, 299, 632]
divider	[548, 769, 578, 770]
paragraph: Makaraka Road Board v. H. E. Johnston, claim £2 4s.—Mr Delautour for plaintiff Board. Judgment for plaintiff by default.	[957, 639, 1097, 664]
section-heading: R.M. Court.	[991, 294, 1063, 306]
column-rule	[172, 34, 173, 1543]
paragraph: The Rev. Captain Russell left Sydney for Auckland by the Manapouri yesterday.	[645, 977, 793, 993]
paragraph: Arrived—Basque Mecque, from Glasgow.	[28, 599, 144, 607]
paragraph: WAERENGA-A-HIKA.	[217, 804, 285, 812]
divider	[177, 384, 325, 385]
section-title: NEWS OF THE	[669, 36, 769, 81]
paragraph: Passages Secured by any Line of Steamers	[36, 1030, 152, 1038]
paragraph: Wesleyan Services to-morrow—Gisborne, 11 and 7, Rev. J. Ward. Evening, special subject, "The gay young man." Makaraka 3, and Patutahi 3.30, Rev. J. Ward.	[645, 1265, 793, 1298]
paragraph: A Socialistic riot took place at an election meeting in Muhlhausen, Germany. The military were called out and charged the rioters. Many of the latter were injured.	[645, 543, 793, 576]
verse-line: If you'll but give me time to speak,	[203, 669, 299, 677]
paragraph: LICENSED INTERPRETER, HOUSE AND LAND AGENT,	[179, 1102, 323, 1118]
paragraph: Before the Sweating Commission at Dunedin, Mr Millar gave evidence that men worked altogether from 68 to 70 hours per week.	[645, 1072, 793, 1097]
paragraph: The English mine owners have resolved to federate in order to better resist the demands made by their employees.	[645, 310, 793, 335]
paragraph: No. 7.—P. McLoughlin £165, C. Dette £60, A. Doherty £105, R. Simon £69, D. Orth £53.	[801, 517, 949, 533]
subheading: LOCAL MAILS.	[62, 746, 126, 756]
paragraph: No. 4.—P. McLoughlin £102, P. Rodgers £90, D. Malone £106, O. Gallagher £95, J. Henderson £91 10s, D. Orth £60.	[801, 441, 949, 466]
paragraph: G. R. MOORE, DRAPER &c.	[209, 1009, 293, 1017]
paragraph: excellently in other respects they could not be distinctly heard at the back. But that was only for the first couple of minutes, and they very soon got well in their work, and a capital impression was at once made. The naughty Count, distracted by his friend's troubles, was portrayed with much ease and apparent reality by Mr Dalrymple, while Mr Mann, as the scamp Loreton, was very clever, and acted the deceit with great skill. His bland effrontery, tone of voice, and actions were all favorable to a full conception of the part, which was thoroughly appreciated. Mr Sunderland, as the Baron, was in his element and undoubtedly the best part that has been allotted to him. There was no fear of the bottom dropping out of the play while Mr Sunderland had to do with it, for Varenne was the humorous star in the piece. Mrs Jones made a charming little maid. Isabella (Miss Adair) of course had at times to do a little simpering, but her pouts and frowns were the last word in dramatic art. Miss Adair imparted a colouring which produced an impression on the audience. The audience, though at times very different from the evanescent effect which might be only one that had not studied the author's idea. Mr Gillmore took the part of Theodore and Mr Frank Lyster that of the servant. All through the performance applause was liberally given at the opportunities occurring in which it could be bestowed without interfering with the performance.	[957, 34, 1097, 283]
section-heading: To-morrow's Services.	[670, 1231, 768, 1244]
advert-heading: 1890.	[237, 364, 265, 379]
column-rule	[329, 34, 330, 1543]
paragraph: The following is a description of the Dunedin Cup race of 600 sovs. ; 2 miles and a distance : second horse to receive 100 sovs and the third 50 sovs:—Hon. G. M'Lean's Mr Annes, 7st 10lb, (White) 1 ; Mr Stephenson's Occident, 9st 5lb, (M'Donald) 2 ; Mr Wilson's Nelson, 7st 12lb, (Wisby) 3.—Goodman's Lottie, 6st 10lb, (Bell). Goodman's Don Caesar (6st 7lb) (Hadfield) and Stoke also ran. The four went off evenly. Occident was a slight lead, with St. James second and Don Caesar and Occident together. The race proved an easy win for Occident, while the pace was maintained, but one of the team Occident was next in the centre, and finally won by four lengths. Time, 3min 52 2-5sec. Dividends, £2 19s 6d and £2 10s.	[489, 639, 637, 764]
paragraph: Henry Burch sued R. S. Spinner for libel at Dunedin yesterday, claiming £200 damages. A verdict was given for the defendant, with costs.	[645, 1025, 793, 1049]
column-rm-court	[957, 34, 1097, 1543]
paragraph: GOOD PADDOCKING ACCOMMODATION.	[186, 870, 316, 878]
paragraph: It is possible that France may concur in the proposed Labor Conference to be held at Berlin if England assents.	[645, 243, 793, 268]
paragraph: On Thursday night the Gisborne Fire Brigade representative team were accorded a hearty support by the public, in a concert and dramatic entertainment by amateurs being given in the City Hall, to help to defray the expenses of the team to Wellington. Prior to the entertainment there was a torchlight procession and display of fireworks, the Garrison Band (which includes many of the Brigade members) playing selections of music. The audience had the pleasure of viewing the Brigade's banner, which occupied a prominent position on the stage. The first part of the programme was a concert. Mr Hadfield's overture opened the proceedings, the audience was given, and the members of the Brigade performing on brass instruments, the players being Messrs Faram, Morrison, Ormond, Pearson, and Mitchell. The selection highly pleased the audience, and then Mr W. Farnall, who does not often favour us with his appearance on the platform, sang the fine old song 'Rocked in the cradle of the deep,' in which he gave much expression. But he was heard to better advantage in the rollicking song 'For the wind may blow,' which he gave in response to an encore. The beautiful 'Ring on, Sweet Angelus,' a selection difficult to render but exquisite when successfully given, was chosen by Mrs Hennessy. Though beginning with a slight touch of nervousness Mrs Hennessy then sang in an unquestionable manner. A duet, Mr and Mrs Farnall, then made a pleasing item. 'The Harp that once,' sung by Mr Hurst, was followed by Miss Miller, who gave the well known air 'Killarney.' The dramatic part of the programme consisted of the comedietta 'Box and Cox,' and the parts were well sustained. The performance of 'His Excellency' was capital and showed evidence of careful training, and the audience, which filled the hall, were loud in their appreciation. Mr Sunderland and the Rev. Father Kehoe also rendered assistance, and a very pleasant evening was spent.	[801, 857, 949, 1182]
paragraph: [FROM A CORRESPONDENT.]	[517, 789, 609, 797]
advert-heading: KIRKPATRICK'S	[203, 405, 299, 420]
paragraph: No. 15.—A. J. O'Neil £162 10s, P. McLoughlin £108, J. R. Hurrey £77, P. Hicks £100, P. Kane £114 10s, S. Doleman £137.	[801, 691, 949, 716]
